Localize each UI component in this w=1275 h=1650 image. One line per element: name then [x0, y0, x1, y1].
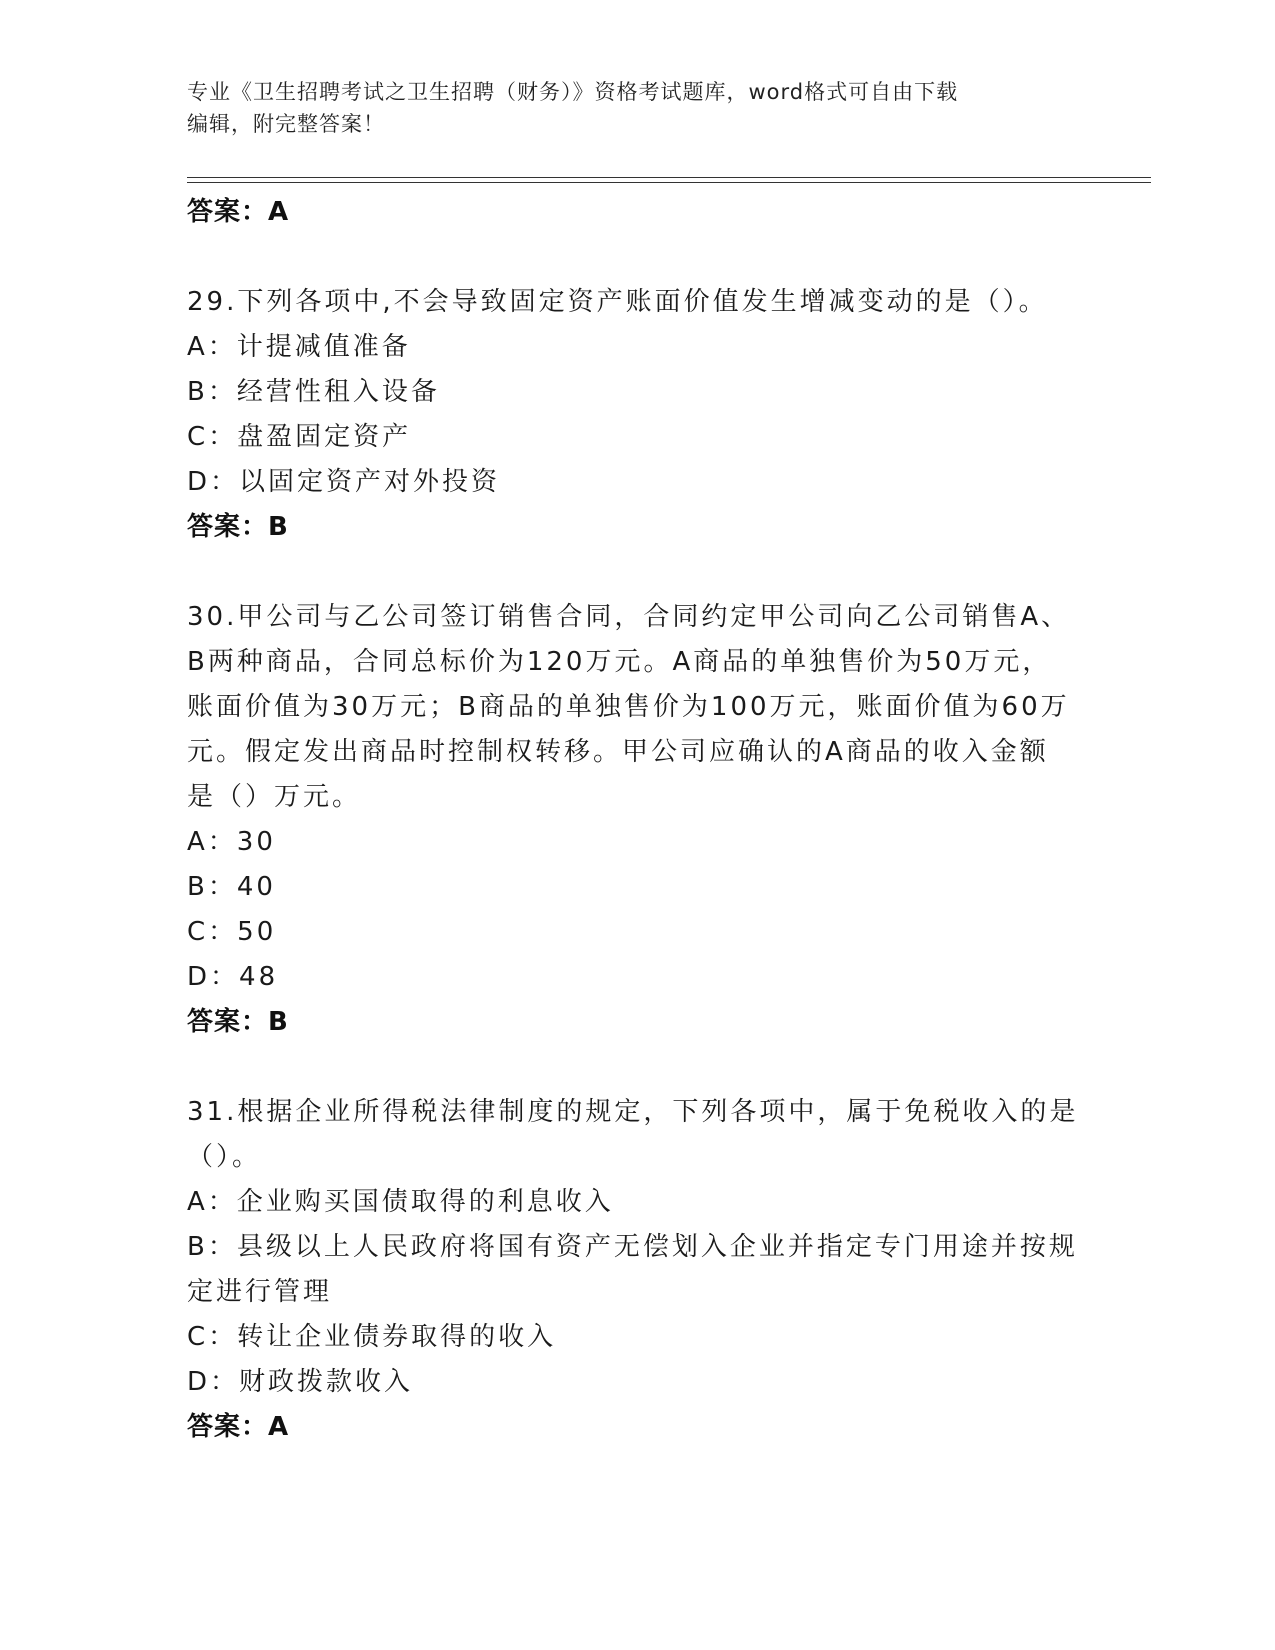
- option-c: C：盘盈固定资产: [187, 422, 412, 452]
- question-text-line: 元。假定发出商品时控制权转移。甲公司应确认的A商品的收入金额: [187, 737, 1049, 767]
- answer-line: 答案：B: [187, 1007, 289, 1037]
- answer-line: 答案：B: [187, 512, 289, 542]
- option-d: D：48: [187, 962, 279, 992]
- option-d: D：财政拨款收入: [187, 1367, 414, 1397]
- option-b: B：经营性租入设备: [187, 377, 440, 407]
- page-header: [187, 76, 1067, 140]
- question-text-line: （）。: [187, 1142, 262, 1172]
- header-line-1: 专业《卫生招聘考试之卫生招聘（财务）》资格考试题库，word格式可自由下载: [187, 80, 959, 104]
- option-c: C：50: [187, 917, 277, 947]
- question-list: [187, 190, 1087, 1450]
- answer-line: 答案：A: [187, 1412, 290, 1442]
- question-text-line: B两种商品，合同总标价为120万元。A商品的单独售价为50万元，: [187, 647, 1052, 677]
- header-divider: [187, 177, 1151, 183]
- option-b: B：40: [187, 872, 276, 902]
- question-text-line: 账面价值为30万元；B商品的单独售价为100万元，账面价值为60万: [187, 692, 1070, 722]
- option-d: D：以固定资产对外投资: [187, 467, 501, 497]
- question-30: [187, 595, 1087, 1045]
- header-line-2: 编辑，附完整答案！: [187, 112, 385, 136]
- question-31: [187, 1090, 1087, 1450]
- option-a: A：企业购买国债取得的利息收入: [187, 1187, 614, 1217]
- question-text-line: 是（）万元。: [187, 782, 362, 812]
- question-text-line: 30.甲公司与乙公司签订销售合同，合同约定甲公司向乙公司销售A、: [187, 602, 1071, 632]
- option-a: A：计提减值准备: [187, 332, 411, 362]
- option-c: C：转让企业债券取得的收入: [187, 1322, 557, 1352]
- option-a: A：30: [187, 827, 276, 857]
- option-b-continued: 定进行管理: [187, 1277, 333, 1307]
- question-29: [187, 280, 1087, 550]
- answer-line: 答案：A: [187, 197, 290, 227]
- option-b: B：县级以上人民政府将国有资产无偿划入企业并指定专门用途并按规: [187, 1232, 1078, 1262]
- question-text: 29.下列各项中,不会导致固定资产账面价值发生增减变动的是（）。: [187, 287, 1048, 317]
- question-text-line: 31.根据企业所得税法律制度的规定，下列各项中，属于免税收入的是: [187, 1097, 1079, 1127]
